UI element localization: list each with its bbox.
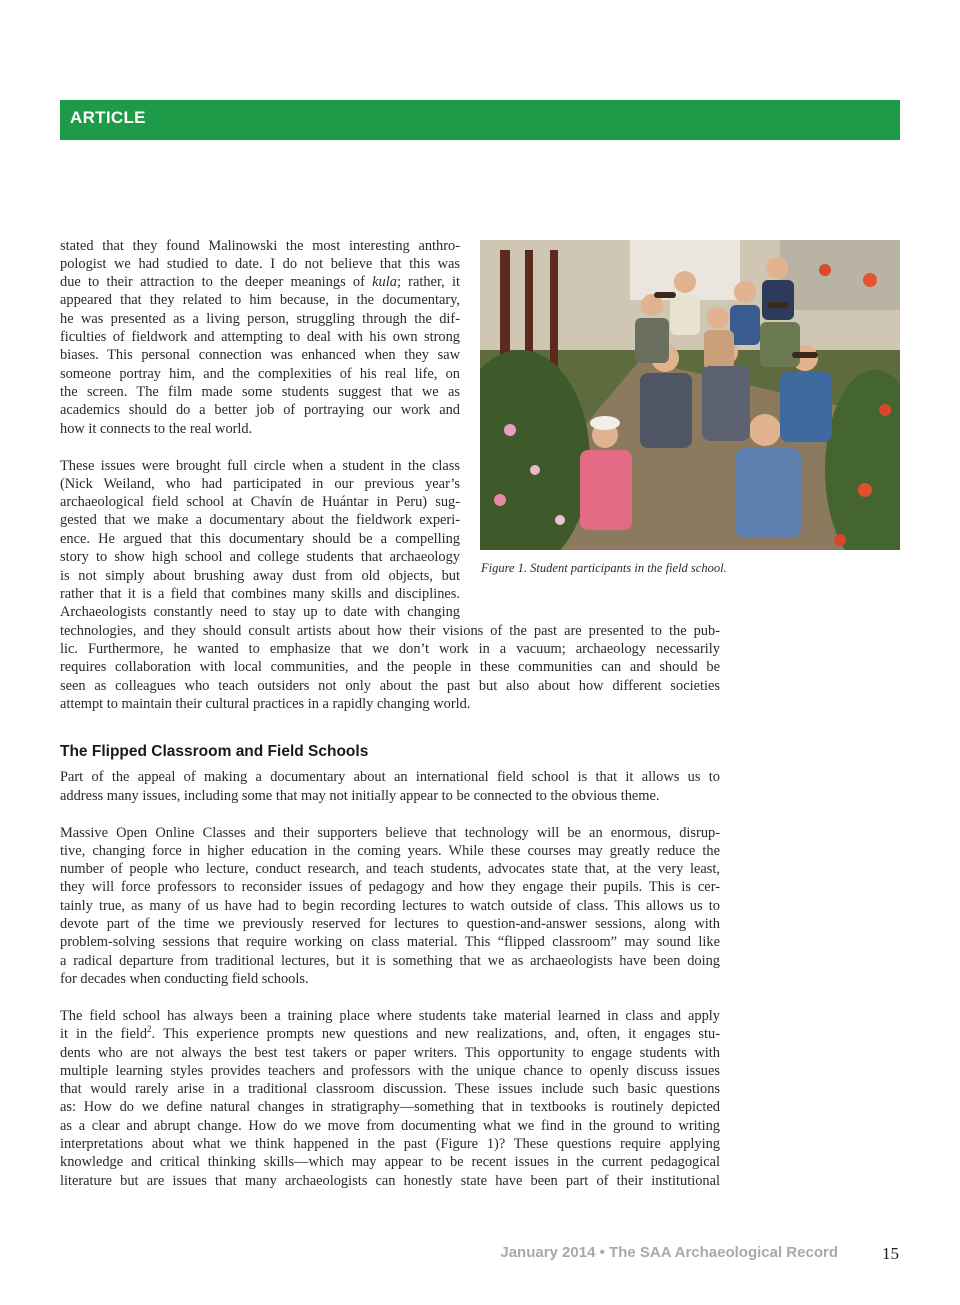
text-line: biases. This personal connection was enhanced when they saw [60,347,460,363]
text-line: pologist we had studied to date. I do not believe that this was [60,256,460,272]
page-number: 15 [882,1244,899,1263]
text-line: he was presented as a living person, struggling through the dif- [60,311,460,327]
text-line: interpretations about what we think happened in the past (Figure 1)? These questions require applying [60,1136,720,1152]
section-heading: The Flipped Classroom and Field Schools [60,743,369,760]
text-line [60,1025,720,1043]
text-line: literature but are issues that many archaeologists can honestly state have been part of their institutional [60,1173,720,1189]
text-line: academics should do a better job of portraying our work and [60,402,460,418]
text-line: rather that it is a field that combines many skills and disciplines. [60,586,460,602]
text-segment: ; rather, it [396,274,460,290]
text-line: someone portray him, and the complexities of his real life, on [60,366,460,382]
text-line: Massive Open Online Classes and their supporters believe that technology will be an enormous, disrup- [60,825,720,841]
text-line: These issues were brought full circle when a student in the class [60,458,460,474]
text-line: as a clear and abrupt change. How do we move from documenting what we find in the ground to writing [60,1118,720,1134]
text-line: technologies, and they should consult artists about how their visions of the past are presented to the pub- [60,623,720,639]
text-line: seen as colleagues who teach outsiders not only about the past but also about how different societies [60,678,720,694]
text-line: they will force professors to reconsider issues of pedagogy and how they engage their pupils. This is cer- [60,879,720,895]
text-line: Part of the appeal of making a documentary about an international field school is that it allows us to [60,769,720,785]
text-line: archaeological field school at Chavín de Huántar in Peru) sug- [60,494,460,510]
text-line: number of people who lecture, conduct research, and teach students, advocates state that, at the very least, [60,861,720,877]
figure-photo [480,240,900,550]
text-line: is not simply about brushing away dust from old objects, but [60,568,460,584]
text-segment: it in the field [60,1026,148,1042]
text-line: (Nick Weiland, who had participated in our previous year’s [60,476,460,492]
text-line: requires collaboration with local communities, and the people in these communities can and should be [60,659,720,675]
text-line: gested that we make a documentary about the fieldwork experi- [60,512,460,528]
text-line: devote part of the time we previously reserved for lectures to question-and-answer sessions, along with [60,916,720,932]
text-line: tive, changing force in higher education in the coming years. While these courses may greatly reduce the [60,843,720,859]
footnote-ref: 2 [147,1025,152,1035]
text-line [60,273,460,291]
italic-term: kula [372,274,397,290]
journal-title: The SAA Archaeological Record [609,1244,838,1261]
section-label: ARTICLE [70,108,146,127]
text-line: ence. He argued that this documentary should be a compelling [60,531,460,547]
text-line: how it connects to the real world. [60,421,253,437]
text-line: address many issues, including some that may not initially appear to be connected to the obvious theme. [60,788,660,804]
text-line: story to show high school and college students that archaeology [60,549,460,565]
text-line: appeared that they related to him because, in the documentary, [60,292,460,308]
text-segment: due to their attraction to the deeper meanings of [60,274,373,290]
text-line: stated that they found Malinowski the most interesting anthro- [60,238,460,254]
text-line: ficulties of fieldwork and attempting to deal with his own strong [60,329,460,345]
section-banner [60,100,900,140]
separator-bullet: • [599,1244,605,1261]
text-line: tainly true, as many of us have had to begin recording lectures to watch outside of class. This allows us to [60,898,720,914]
group-photo-illustration [480,240,900,550]
figure-caption: Figure 1. Student participants in the field school. [481,561,727,575]
text-segment: . This experience prompts new questions and new realizations, and, often, it engages stu- [151,1026,720,1042]
text-line: Archaeologists constantly need to stay up to date with changing [60,604,460,620]
running-footer [500,1244,838,1261]
text-line: dents who are not always the best test takers or paper writers. This opportunity to engage students with [60,1045,720,1061]
text-line: The field school has always been a training place where students take material learned in class and apply [60,1008,720,1024]
text-line: problem-solving sessions that require working on class material. This “flipped classroom” may sound like [60,934,720,950]
text-line: multiple learning styles provides teachers and professors with the unique chance to openly discuss issues [60,1063,720,1079]
text-line: as: How do we define natural changes in stratigraphy—something that in textbooks is routinely depicted [60,1099,720,1115]
text-line: for decades when conducting field schools. [60,971,309,987]
issue-date: January 2014 [500,1244,596,1261]
text-line: the screen. The film made some students suggest that we as [60,384,460,400]
text-line: lic. Furthermore, he wanted to emphasize that we don’t work in a vacuum; archaeology necessarily [60,641,720,657]
text-line: knowledge and critical thinking skills—which may appear to be recent issues in the current pedagogical [60,1154,720,1170]
text-line: attempt to maintain their cultural practices in a rapidly changing world. [60,696,471,712]
text-line: that would rarely arise in a traditional classroom discussion. These issues include such basic questions [60,1081,720,1097]
text-line: a radical departure from traditional lectures, but it is something that we as archaeologists have been doing [60,953,720,969]
